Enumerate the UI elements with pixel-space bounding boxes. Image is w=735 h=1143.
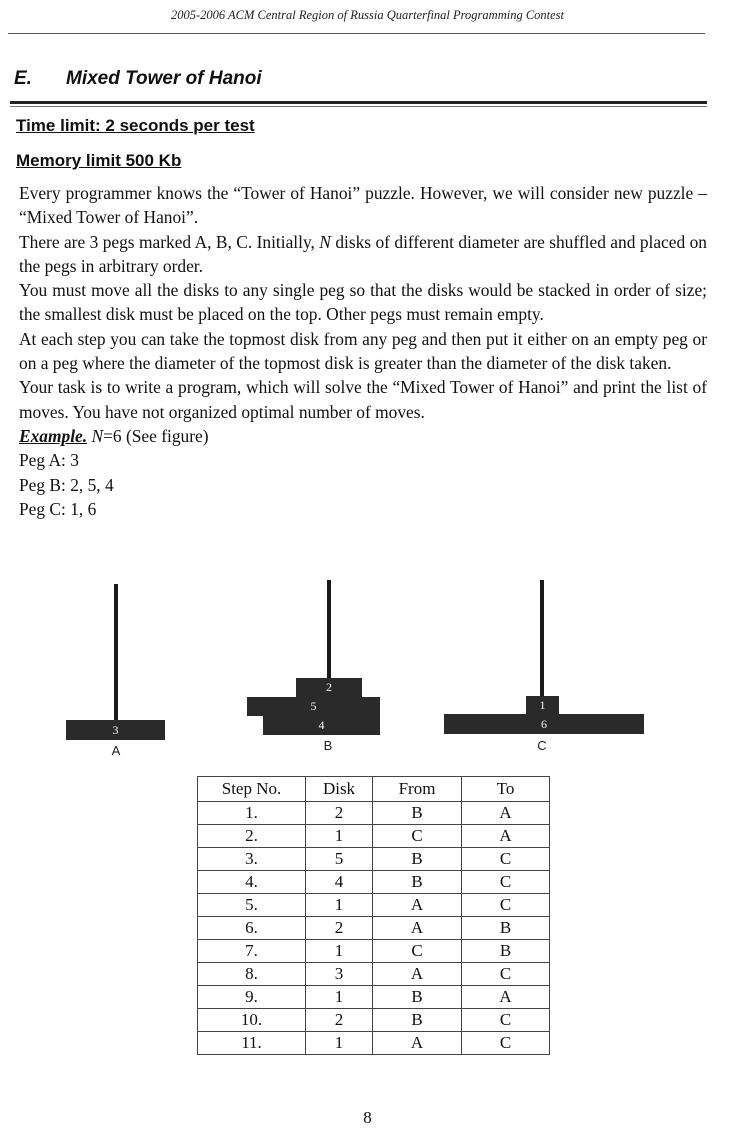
title-rule-thin xyxy=(10,106,707,107)
table-row xyxy=(198,802,550,825)
cell-disk: 1 xyxy=(306,825,373,848)
problem-letter: E. xyxy=(14,68,32,89)
peg-line-a: Peg A: 3 xyxy=(19,450,79,471)
cell-to: A xyxy=(462,802,550,825)
table-row xyxy=(198,917,550,940)
cell-step: 5. xyxy=(198,894,306,917)
variable-n: N xyxy=(319,231,331,252)
cell-step: 1. xyxy=(198,802,306,825)
cell-step: 7. xyxy=(198,940,306,963)
table-row xyxy=(198,940,550,963)
table-row xyxy=(198,894,550,917)
disk: 4 xyxy=(263,716,380,735)
page-number: 8 xyxy=(363,1108,372,1127)
cell-to: C xyxy=(462,848,550,871)
table-row xyxy=(198,1032,550,1055)
peg-c-rod xyxy=(540,580,544,698)
disk: 1 xyxy=(526,696,559,715)
example-text: =6 (See figure) xyxy=(103,425,209,446)
cell-disk: 2 xyxy=(306,1009,373,1032)
statement-paragraph: Your task is to write a program, which will solve the “Mixed Tower of Hanoi” and print the list of moves. You have not organized optimal number of moves. xyxy=(19,377,707,422)
table-row xyxy=(198,963,550,986)
table-row xyxy=(198,986,550,1009)
cell-step: 10. xyxy=(198,1009,306,1032)
memory-limit: Memory limit 500 Kb xyxy=(16,151,182,170)
header-rule xyxy=(8,33,705,34)
table-row xyxy=(198,1009,550,1032)
cell-step: 3. xyxy=(198,848,306,871)
peg-b-rod xyxy=(327,580,331,688)
cell-from: C xyxy=(373,825,462,848)
problem-title xyxy=(14,68,262,90)
cell-from: A xyxy=(373,894,462,917)
cell-step: 4. xyxy=(198,871,306,894)
table-row xyxy=(198,871,550,894)
problem-statement xyxy=(19,181,707,521)
peg-line-b: Peg B: 2, 5, 4 xyxy=(19,474,114,495)
cell-disk: 2 xyxy=(306,917,373,940)
disk: 5 xyxy=(247,697,380,716)
moves-table-body xyxy=(198,802,550,1055)
cell-from: B xyxy=(373,802,462,825)
cell-disk: 1 xyxy=(306,940,373,963)
statement-paragraph: You must move all the disks to any single peg so that the disks would be stacked in order of size; the smallest disk must be placed on the top. Other pegs must remain empty. xyxy=(19,280,707,325)
cell-disk: 3 xyxy=(306,963,373,986)
statement-paragraph: Every programmer knows the “Tower of Hanoi” puzzle. However, we will consider new puzzle – “Mixed Tower of Hanoi”. xyxy=(19,183,707,228)
cell-to: C xyxy=(462,1032,550,1055)
cell-to: C xyxy=(462,871,550,894)
cell-step: 11. xyxy=(198,1032,306,1055)
variable-n: N xyxy=(91,425,104,446)
cell-from: B xyxy=(373,848,462,871)
cell-to: B xyxy=(462,940,550,963)
running-head: 2005-2006 ACM Central Region of Russia Quarterfinal Programming Contest xyxy=(170,8,565,22)
cell-disk: 1 xyxy=(306,986,373,1009)
cell-from: A xyxy=(373,963,462,986)
cell-from: C xyxy=(373,940,462,963)
peg-line-c: Peg C: 1, 6 xyxy=(19,498,97,519)
cell-disk: 2 xyxy=(306,802,373,825)
statement-text: disks of different diameter are shuffled and placed on the pegs in arbitrary order. xyxy=(19,231,707,276)
peg-a-label: A xyxy=(111,743,121,758)
cell-to: C xyxy=(462,1009,550,1032)
statement-paragraph xyxy=(19,230,707,279)
table-header-row xyxy=(198,777,550,802)
cell-from: B xyxy=(373,986,462,1009)
cell-disk: 1 xyxy=(306,894,373,917)
hanoi-figure xyxy=(0,578,735,768)
problem-name: Mixed Tower of Hanoi xyxy=(66,68,262,89)
cell-from: B xyxy=(373,871,462,894)
disk: 2 xyxy=(296,678,362,697)
cell-step: 6. xyxy=(198,917,306,940)
cell-to: C xyxy=(462,963,550,986)
header-step: Step No. xyxy=(198,777,306,802)
statement-text: There are 3 pegs marked A, B, C. Initially, xyxy=(19,231,320,252)
cell-step: 9. xyxy=(198,986,306,1009)
header-to: To xyxy=(462,777,550,802)
time-limit: Time limit: 2 seconds per test xyxy=(16,116,255,135)
cell-to: A xyxy=(462,825,550,848)
example-label: Example. xyxy=(19,425,88,446)
cell-disk: 4 xyxy=(306,871,373,894)
statement-paragraph: At each step you can take the topmost disk from any peg and then put it either on an empty peg or on a peg where the diameter of the topmost disk is greater than the diameter of the disk taken. xyxy=(19,328,707,374)
peg-b-label: B xyxy=(323,738,333,753)
peg-c-label: C xyxy=(537,738,547,753)
title-rule xyxy=(10,101,707,104)
cell-from: B xyxy=(373,1009,462,1032)
cell-step: 8. xyxy=(198,963,306,986)
disk: 6 xyxy=(444,714,644,734)
cell-to: A xyxy=(462,986,550,1009)
table-row xyxy=(198,848,550,871)
moves-table xyxy=(197,776,550,1055)
header-disk: Disk xyxy=(306,777,373,802)
example-line xyxy=(19,424,707,448)
header-from: From xyxy=(373,777,462,802)
cell-disk: 1 xyxy=(306,1032,373,1055)
table-row xyxy=(198,825,550,848)
cell-from: A xyxy=(373,1032,462,1055)
peg-a-rod xyxy=(114,584,118,724)
cell-to: B xyxy=(462,917,550,940)
cell-to: C xyxy=(462,894,550,917)
disk: 3 xyxy=(66,720,165,740)
cell-from: A xyxy=(373,917,462,940)
cell-step: 2. xyxy=(198,825,306,848)
cell-disk: 5 xyxy=(306,848,373,871)
